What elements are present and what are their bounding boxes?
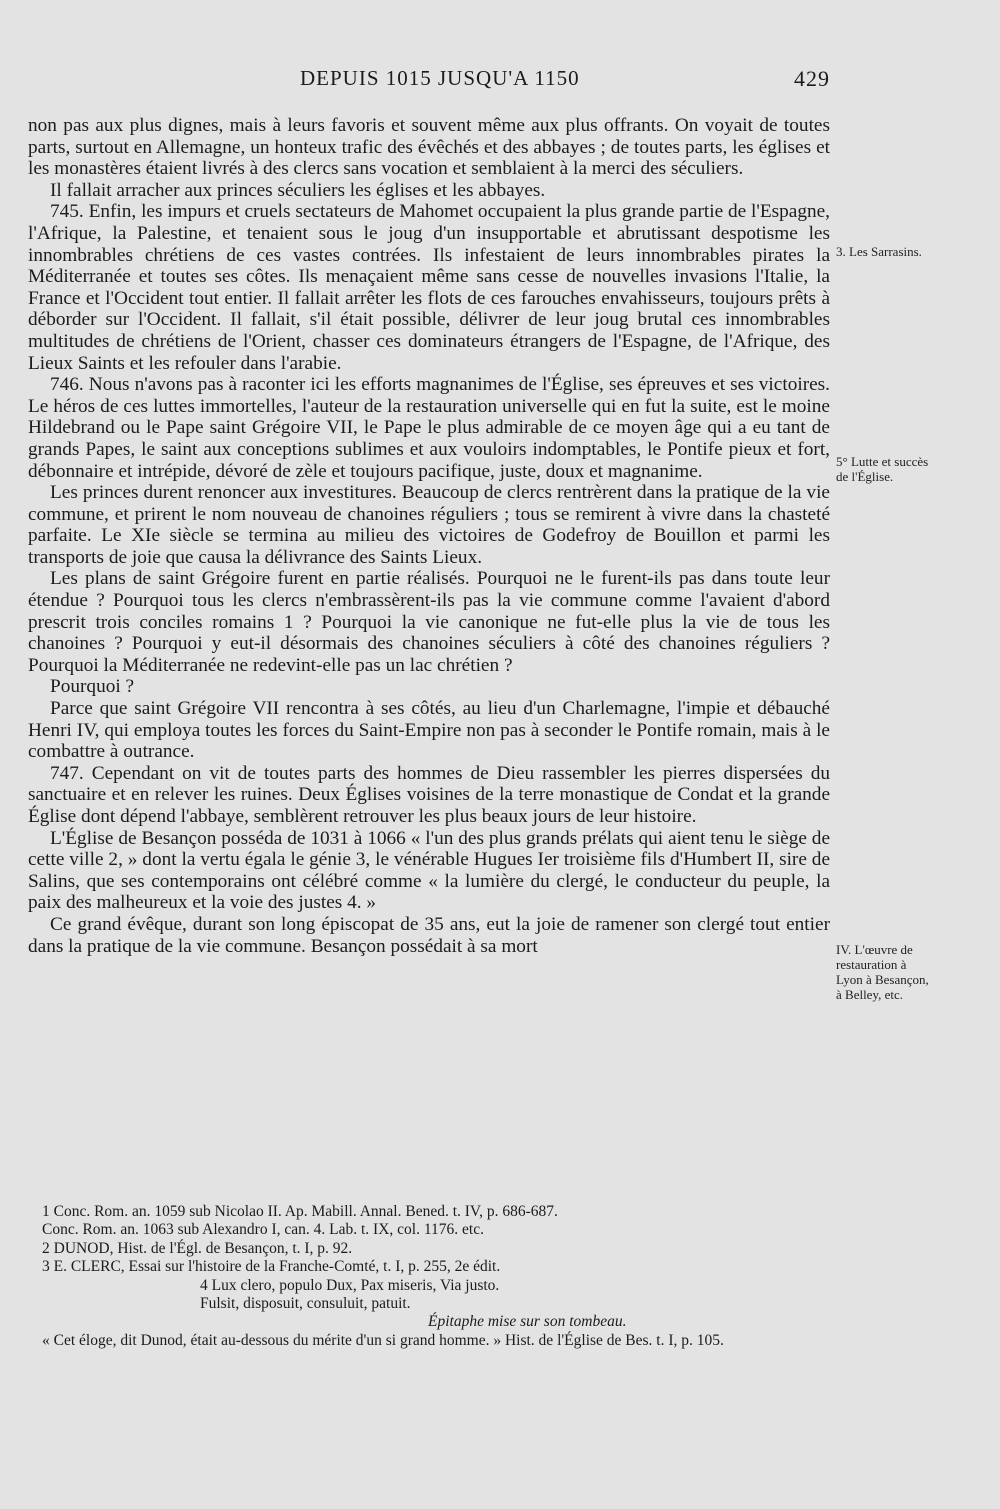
running-title: DEPUIS 1015 JUSQU'A 1150 [300,66,580,90]
footnote-4-quote: « Cet éloge, dit Dunod, était au-dessous du mérite d'un si grand homme. » Hist. de l'Église de Bes. t. I, p. 105. [42,1331,724,1349]
page-number: 429 [794,66,830,91]
side-note-restauration: IV. L'œuvre de restauration à Lyon à Besançon, à Belley, etc. [836,942,929,1002]
footnote-3: 3 E. CLERC, Essai sur l'histoire de la Franche-Comté, t. I, p. 255, 2e édit. [42,1258,501,1276]
footnotes [28,1203,838,1350]
paragraph: Les plans de saint Grégoire furent en partie réalisés. Pourquoi ne le furent-ils pas dans toute leur étendue ? Pourquoi tous les clercs n'embrassèrent-ils pas la vie commune comme l'avaient d'abord prescrit trois conciles romains 1 ? Pourquoi la vie canonique ne fut-elle plus la vie de tous les chanoines ? Pourquoi y eut-il désormais des chanoines séculiers à côté des chanoines réguliers ? Pourquoi la Méditerranée ne redevint-elle pas un lac chrétien ? [28,568,830,676]
paragraph: Parce que saint Grégoire VII rencontra à ses côtés, au lieu d'un Charlemagne, l'impie et débauché Henri IV, qui employa toutes les forces du Saint-Empire non pas à seconder le Pontife romain, mais à le combattre à outrance. [28,698,830,763]
epitaph-caption: Épitaphe mise sur son tombeau. [428,1313,627,1331]
paragraph: non pas aux plus dignes, mais à leurs favoris et souvent même aux plus offrants. On voyait de toutes parts, surtout en Allemagne, un honteux trafic des évêchés et des abbayes ; de toutes parts, les églises et les monastères étaient livrés à des clercs sans vocation et semblaient à la merci des séculiers. [28,115,830,180]
paragraph: L'Église de Besançon posséda de 1031 à 1066 « l'un des plus grands prélats qui aient tenu le siège de cette ville 2, » dont la vertu égala le génie 3, le vénérable Hugues Ier troisième fils d'Humbert II, sire de Salins, que ses contemporains ont célébré comme « la lumière du clergé, le conducteur du peuple, la paix des malheureux et la voie des justes 4. » [28,827,830,914]
side-note-sarrasins: 3. Les Sarrasins. [836,244,922,259]
footnote-4-verse-2: Fulsit, disposuit, consuluit, patuit. [200,1295,411,1313]
main-text [28,115,830,957]
footnote-1-cont: Conc. Rom. an. 1063 sub Alexandro I, can. 4. Lab. t. IX, col. 1176. etc. [42,1221,484,1239]
running-header [300,66,860,100]
paragraph: Les princes durent renoncer aux investitures. Beaucoup de clercs rentrèrent dans la pratique de la vie commune, et prirent le nom nouveau de chanoines réguliers ; tous se remirent à vivre dans la chasteté parfaite. Le XIe siècle se termina au milieu des victoires de Godefroy de Bouillon et parmi les transports de joie que causa la délivrance des Saints Lieux. [28,482,830,568]
footnote-4-verse-1: 4 Lux clero, populo Dux, Pax miseris, Via justo. [200,1276,500,1294]
paragraph: Ce grand évêque, durant son long épiscopat de 35 ans, eut la joie de ramener son clergé tout entier dans la pratique de la vie commune. Besançon possédait à sa mort [28,913,830,957]
paragraph: Pourquoi ? [50,676,135,698]
paragraph-745: 745. Enfin, les impurs et cruels sectateurs de Mahomet occupaient la plus grande partie de l'Espagne, l'Afrique, la Palestine, et tenaient sous le joug d'un insupportable et abrutissant despotisme les innombrables chrétiens de ces vastes contrées. Ils infestaient de leurs innombrables pirates la Méditerranée et toutes ses côtes. Ils menaçaient même sans cesse de nouvelles invasions l'Italie, la France et l'Occident tout entier. Il fallait arrêter les flots de ces farouches envahisseurs, toujours prêts à déborder sur l'Occident. Il fallait, s'il était possible, délivrer de leur joug brutal ces innombrables multitudes de chrétiens de l'Orient, chasser ces dominateurs étrangers de l'Espagne, de l'Afrique, des Lieux Saints et les refouler dans l'arabie. [28,201,830,374]
footnote-1: 1 Conc. Rom. an. 1059 sub Nicolao II. Ap. Mabill. Annal. Bened. t. IV, p. 686-687. [42,1203,558,1220]
paragraph-746: 746. Nous n'avons pas à raconter ici les efforts magnanimes de l'Église, ses épreuves et ses victoires. Le héros de ces luttes immortelles, l'auteur de la restauration universelle qui en fut la suite, est le moine Hildebrand ou le Pape saint Grégoire VII, le Pape le plus admirable de ce moyen âge qui a eu tant de grands Papes, le saint aux conceptions sublimes et aux vouloirs indomptables, le Pontife pieux et fort, débonnaire et intrépide, dévoré de zèle et toujours pacifique, juste, doux et magnanime. [28,374,830,482]
paragraph-747: 747. Cependant on vit de toutes parts des hommes de Dieu rassembler les pierres dispersées du sanctuaire et en relever les ruines. Deux Églises voisines de la terre monastique de Condat et la grande Église dont dépend l'abbaye, semblèrent retrouver les plus beaux jours de leur histoire. [28,762,830,827]
paragraph: Il fallait arracher aux princes séculiers les églises et les abbayes. [50,179,546,201]
footnote-2: 2 DUNOD, Hist. de l'Égl. de Besançon, t. I, p. 92. [42,1239,353,1257]
side-note-lutte: 5° Lutte et succès de l'Église. [836,454,929,484]
